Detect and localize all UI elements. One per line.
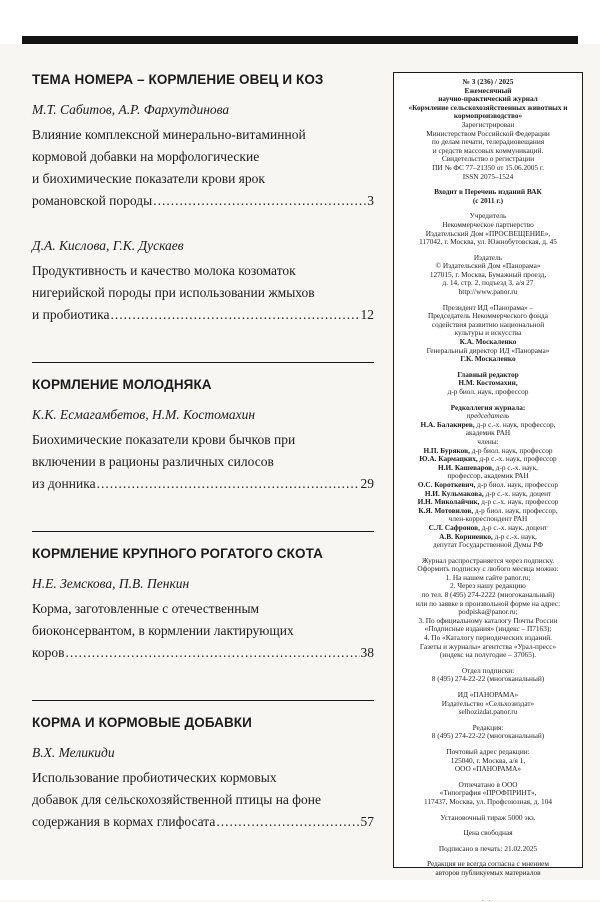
president-line: культуры и искусства bbox=[454, 328, 522, 338]
article-title-end: и пробиотика bbox=[32, 307, 110, 322]
registration-line: ПИ № ФС 77–21350 от 15.06.2005 г. bbox=[432, 162, 544, 172]
dot-leader bbox=[97, 473, 360, 495]
subscription-line: 3. По официальному каталогу Почты России bbox=[418, 615, 558, 625]
president-line: Председатель Некоммерческого фонда bbox=[427, 311, 549, 321]
issue-number: № 3 (236) / 2025 bbox=[462, 77, 514, 86]
founder-line: 117042, г. Москва, ул. Южнобутовская, д. 45 bbox=[419, 237, 557, 247]
article-title-line: кормовой добавки на морфологические bbox=[32, 149, 260, 164]
article-title-end: из донника bbox=[32, 476, 96, 491]
subscription-line: «Подписные издания» (индекс – П7163); bbox=[424, 624, 552, 634]
registration-line: ISSN 2075–1524 bbox=[462, 171, 514, 181]
founder-line: Некоммерческое партнерство bbox=[442, 219, 534, 229]
editorial-contacts bbox=[400, 724, 576, 741]
section-title: КОРМЛЕНИЕ КРУПНОГО РОГАТОГО СКОТА bbox=[32, 546, 323, 561]
registration-line: и средств массовых коммуникаций. bbox=[432, 145, 544, 155]
president-line: содействия развитию национальной bbox=[431, 319, 545, 329]
board-member: член-корреспондент РАН bbox=[448, 514, 528, 524]
toc-entry[interactable] bbox=[32, 745, 374, 833]
toc-section bbox=[32, 700, 374, 833]
toc-section bbox=[32, 531, 374, 664]
registration-line: Зарегистрирован bbox=[461, 119, 515, 129]
founder-info bbox=[400, 212, 576, 246]
article-title-line: нигерийской породы при использовании жмыхов bbox=[32, 285, 315, 300]
publishing-house-line: selhozizdat.panor.ru bbox=[458, 707, 518, 717]
board-member-extra-desc: депутат Государственной Думы РФ bbox=[432, 540, 543, 550]
dot-leader bbox=[216, 811, 359, 833]
subscription-line: 2. Через нашу редакцию bbox=[450, 581, 526, 591]
subscription-line: 4. По «Каталогу периодических изданий. bbox=[424, 633, 552, 643]
article-authors: Н.Е. Земскова, П.В. Пенкин bbox=[32, 576, 190, 591]
board-member: И.Н. Миколайчик, д-р с.-х. наук, профессор bbox=[417, 497, 559, 507]
dot-leader bbox=[66, 642, 360, 664]
chief-editor-label: Главный редактор bbox=[457, 369, 519, 379]
page-number: 3 bbox=[367, 193, 374, 208]
periodicity: Ежемесячный bbox=[464, 85, 512, 95]
page-number: 12 bbox=[360, 307, 374, 322]
postal-line: ООО «ПАНОРАМА» bbox=[454, 764, 522, 774]
article-title-end: содержания в кормах глифосата bbox=[32, 814, 216, 829]
board-label: Редколлегия журнала: bbox=[450, 402, 526, 412]
publishing-house-line: Издательство «Сельхозиздат» bbox=[441, 698, 535, 708]
article-authors: Д.А. Кислова, Г.К. Дускаев bbox=[32, 238, 184, 253]
board-member: Н.П. Буряков, д-р биол. наук, профессор bbox=[423, 445, 553, 455]
article-title-last-line bbox=[32, 811, 374, 833]
gen-director-label: Генеральный директор ИД «Панорама» bbox=[426, 345, 550, 355]
toc-entry[interactable] bbox=[32, 407, 374, 495]
registration-line: Министерством Российской Федерации bbox=[426, 128, 550, 138]
article-title-line: Биохимические показатели крови бычков при bbox=[32, 432, 296, 447]
article-title-last-line bbox=[32, 642, 374, 664]
printed-line: Отпечатано в ООО bbox=[458, 779, 518, 789]
chief-editor-degree: д-р биол. наук, профессор bbox=[447, 387, 529, 396]
signed-date: Подписано в печать: 21.02.2025 bbox=[438, 843, 538, 853]
board-member: К.Я. Мотовилов, д-р биол. наук, профессор, bbox=[418, 505, 558, 515]
chief-editor bbox=[400, 371, 576, 397]
registration-line: Свидетельство о регистрации bbox=[441, 154, 535, 164]
table-of-contents bbox=[32, 72, 374, 833]
article-authors: В.Х. Меликиди bbox=[32, 745, 115, 760]
publishing-house bbox=[400, 691, 576, 717]
article-authors: М.Т. Сабитов, А.Р. Фархутдинова bbox=[32, 102, 230, 117]
page-bottom-edge bbox=[0, 880, 600, 900]
article-title-line: включении в рационы различных силосов bbox=[32, 454, 274, 469]
chair-label: председатель bbox=[466, 411, 510, 421]
subscription-line: или по заявке в произвольной форме на адрес: bbox=[415, 598, 561, 608]
printing-house bbox=[400, 781, 576, 807]
gen-director-name: Г.К. Москаленко bbox=[460, 354, 516, 364]
article-title-last-line bbox=[32, 473, 374, 495]
publisher-line: 127015, г. Москва, Бумажный проезд, bbox=[429, 269, 547, 279]
article-title-end: романовской породы bbox=[32, 193, 153, 208]
publisher-line: http://www.panor.ru bbox=[458, 287, 518, 297]
disclaimer bbox=[400, 860, 576, 877]
toc-entry[interactable] bbox=[32, 576, 374, 664]
toc-section bbox=[32, 72, 374, 326]
publisher-line: © Издательский Дом «Панорама» bbox=[435, 261, 541, 271]
article-title-end: коров bbox=[32, 645, 65, 660]
article-title-last-line bbox=[32, 190, 374, 212]
president-name: К.А. Москаленко bbox=[459, 337, 517, 347]
vak-line: (с 2011 г.) bbox=[472, 195, 504, 205]
board-member: академик РАН bbox=[465, 428, 511, 438]
header-bar bbox=[22, 36, 578, 44]
postal-line: Почтовый адрес редакции: bbox=[446, 746, 530, 756]
circulation: Установочный тираж 5000 экз. bbox=[440, 812, 536, 822]
page-number: 29 bbox=[360, 476, 374, 491]
dot-leader bbox=[110, 304, 359, 326]
vak-line: Входит в Перечень изданий ВАК bbox=[434, 187, 542, 197]
article-title-line: и биохимические показатели крови ярок bbox=[32, 171, 265, 186]
postal-line: 125040, г. Москва, а/я 1, bbox=[450, 755, 526, 765]
subscription-line: Газеты и журналы» агентства «Урал-пресс» bbox=[419, 641, 557, 651]
editorial-board bbox=[400, 404, 576, 550]
article-title-last-line bbox=[32, 304, 374, 326]
vak-note bbox=[400, 188, 576, 205]
registration-line: по делам печати, телерадиовещания bbox=[431, 137, 545, 147]
toc-section bbox=[32, 362, 374, 495]
subscription-line: (индекс на полугодие – 37065). bbox=[439, 650, 537, 660]
disclaimer-line: Редакция не всегда согласна с мнением bbox=[426, 859, 550, 869]
publisher-line: д. 14, стр. 2, подъезд 3, а/я 27 bbox=[442, 278, 534, 288]
article-title-line: Влияние комплексной минерально-витаминной bbox=[32, 127, 306, 142]
board-member: профессор, академик РАН bbox=[447, 471, 529, 481]
editorial-line: Редакция: bbox=[472, 722, 504, 732]
toc-entry[interactable] bbox=[32, 102, 374, 212]
imprint-box bbox=[393, 72, 583, 877]
subscription-line: Журнал распространяется через подписку. bbox=[421, 555, 555, 565]
board-member: Н.И. Кашеваров, д-р с.-х. наук, bbox=[438, 462, 538, 472]
board-member: О.С. Короткевич, д-р биол. наук, профессор bbox=[417, 479, 559, 489]
board-member: С.Л. Сафронов, д-р с.-х. наук, доцент bbox=[428, 522, 548, 532]
article-title-line: Использование пробиотических кормовых bbox=[32, 770, 277, 785]
article-title-line: добавок для сельскохозяйственной птицы на фоне bbox=[32, 792, 322, 807]
printed-line: 117437, Москва, ул. Профсоюзная, д. 104 bbox=[423, 796, 552, 806]
subscription-info bbox=[400, 557, 576, 660]
journal-type: научно-практический журнал bbox=[438, 94, 538, 104]
article-title-line: Корма, заготовленные с отечественным bbox=[32, 601, 260, 616]
subscription-line: Оформить подписку с любого месяца можно: bbox=[417, 564, 559, 574]
disclaimer-line: авторов публикуемых материалов bbox=[435, 867, 541, 877]
subscription-department bbox=[400, 667, 576, 684]
publishing-house-line: ИД «ПАНОРАМА» bbox=[457, 690, 519, 699]
article-title-line: Продуктивность и качество молока козоматок bbox=[32, 263, 296, 278]
founder-line: Учредитель bbox=[469, 211, 507, 221]
subscription-line: по тел. 8 (495) 274-2222 (многоканальный) bbox=[421, 590, 555, 600]
members-label: члены: bbox=[477, 436, 499, 446]
section-title: КОРМЛЕНИЕ МОЛОДНЯКА bbox=[32, 377, 212, 392]
section-title: ТЕМА НОМЕРА – КОРМЛЕНИЕ ОВЕЦ И КОЗ bbox=[32, 72, 324, 87]
article-authors: К.К. Есмагамбетов, Н.М. Костомахин bbox=[32, 407, 256, 422]
journal-name: «Кормление сельскохозяйственных животных и кормопроизводство» bbox=[408, 102, 568, 121]
registration-info bbox=[400, 121, 576, 181]
publisher-line: Издатель bbox=[473, 252, 503, 262]
management-info bbox=[400, 304, 576, 364]
board-member: Ю.А. Кармацких, д-р с.-х. наук, профессор bbox=[419, 454, 557, 464]
toc-entry[interactable] bbox=[32, 238, 374, 326]
page-number: 57 bbox=[360, 814, 374, 829]
board-member-extra: А.В. Корниенко, д-р с.-х. наук, bbox=[439, 531, 537, 541]
article-title-line: биоконсервантом, в кормлении лактирующих bbox=[32, 623, 294, 638]
subs-dept-line: 8 (495) 274-22-22 (многоканальный) bbox=[431, 674, 545, 684]
subscription-line: podpiska@panor.ru; bbox=[458, 607, 518, 617]
page-number: 38 bbox=[360, 645, 374, 660]
subscription-line: 1. На нашем сайте panor.ru; bbox=[445, 572, 531, 582]
board-member: Н.И. Кульмакова, д-р с.-х. наук, доцент bbox=[424, 488, 552, 498]
president-line: Президент ИД «Панорама» – bbox=[442, 302, 534, 312]
founder-line: Издательский Дом «ПРОСВЕЩЕНИЕ», bbox=[425, 228, 551, 238]
section-title: КОРМА И КОРМОВЫЕ ДОБАВКИ bbox=[32, 715, 252, 730]
subs-dept-line: Отдел подписки: bbox=[461, 665, 515, 675]
postal-address bbox=[400, 748, 576, 774]
price: Цена свободная bbox=[463, 828, 513, 838]
dot-leader bbox=[153, 190, 366, 212]
printed-line: «Типография «ПРОФПРИНТ», bbox=[439, 788, 537, 798]
publisher-info bbox=[400, 254, 576, 297]
board-member: Н.А. Балакирев, д-р с.-х. наук, профессор, bbox=[420, 419, 556, 429]
chief-editor-name: Н.М. Костомахин, bbox=[458, 378, 518, 388]
editorial-line: 8 (495) 274-22-22 (многоканальный) bbox=[431, 731, 545, 741]
